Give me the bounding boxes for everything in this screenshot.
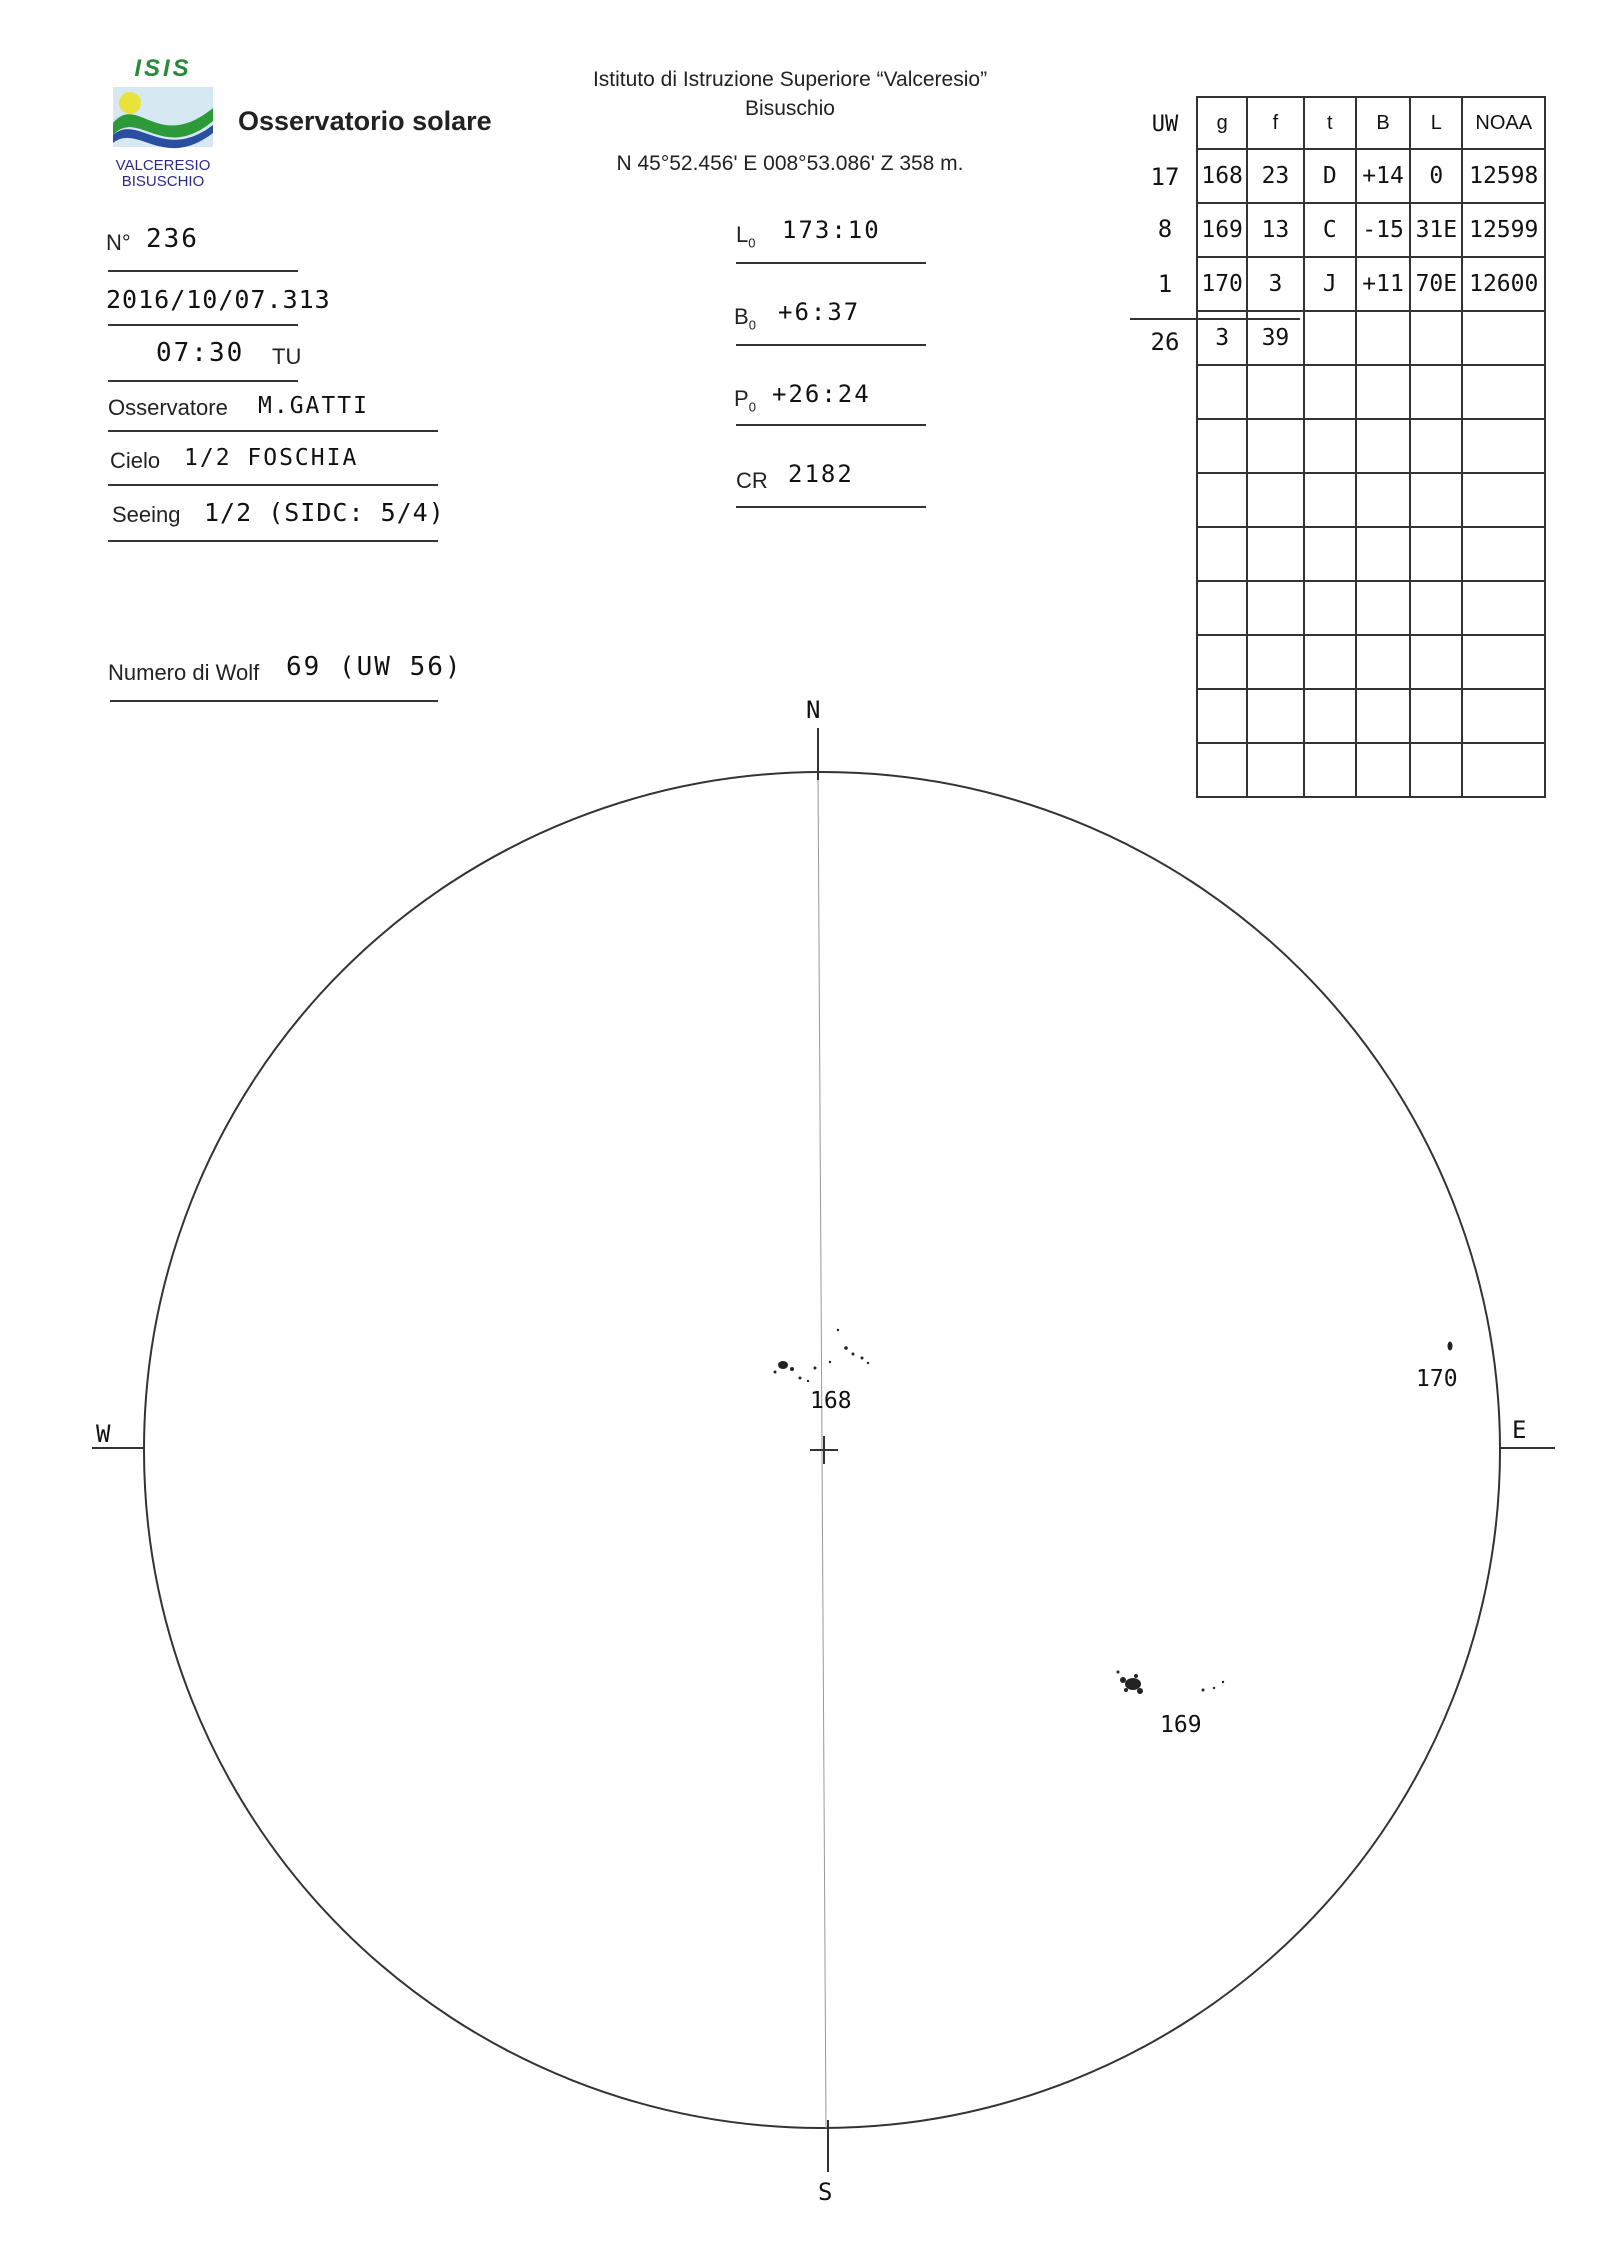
cell-total-g: 3 — [1197, 311, 1247, 365]
group-label-168: 168 — [810, 1388, 852, 1414]
wolf-value: 69 (UW 56) — [286, 652, 463, 682]
cell-L: 70E — [1410, 257, 1462, 311]
cell-f: 3 — [1247, 257, 1303, 311]
page-title: Osservatorio solare — [238, 106, 492, 136]
cell-L: 0 — [1410, 149, 1462, 203]
uw-value-3: 1 — [1157, 270, 1173, 298]
cell-B: +11 — [1356, 257, 1410, 311]
institute-name: Istituto di Istruzione Superiore “Valceresio” — [592, 68, 988, 91]
time-unit: TU — [272, 344, 302, 369]
seeing-value: 1/2 (SIDC: 5/4) — [204, 498, 445, 527]
number-label: N° — [106, 230, 131, 255]
L0-subscript: 0 — [748, 235, 756, 251]
B0-label: $B_0$ — [734, 304, 756, 333]
B0-subscript: 0 — [748, 317, 756, 333]
observer-value: M.GATTI — [258, 393, 369, 419]
seeing-label: Seeing — [112, 502, 181, 527]
CR-value: 2182 — [788, 460, 854, 488]
col-header-B: B — [1356, 97, 1410, 149]
col-header-g: g — [1197, 97, 1247, 149]
north-label: N — [806, 696, 823, 724]
cell-noaa: 12599 — [1462, 203, 1545, 257]
sky-value: 1/2 FOSCHIA — [184, 445, 359, 471]
time-value: 07:30 — [156, 338, 245, 368]
P0-subscript: 0 — [748, 399, 756, 415]
logo-subtitle-2: BISUSCHIO — [121, 173, 205, 190]
B0-value: +6:37 — [778, 298, 861, 326]
cell-g: 169 — [1197, 203, 1247, 257]
institute-town: Bisuschio — [745, 97, 835, 120]
cell-f: 23 — [1247, 149, 1303, 203]
cell-t: D — [1304, 149, 1356, 203]
cell-total-f: 39 — [1247, 311, 1303, 365]
col-header-noaa: NOAA — [1462, 97, 1545, 149]
east-label: E — [1512, 1416, 1529, 1444]
col-header-L: L — [1410, 97, 1462, 149]
L0-value: 173:10 — [782, 216, 881, 244]
cell-t: C — [1304, 203, 1356, 257]
logo-mark: ISIS — [134, 55, 192, 82]
group-label-169: 169 — [1160, 1712, 1202, 1738]
site-coordinates: N 45°52.456' E 008°53.086' Z 358 m. — [616, 152, 964, 175]
cell-B: -15 — [1356, 203, 1410, 257]
col-header-f: f — [1247, 97, 1303, 149]
uw-total: 26 — [1150, 328, 1180, 356]
cell-t: J — [1304, 257, 1356, 311]
cell-f: 13 — [1247, 203, 1303, 257]
cell-g: 168 — [1197, 149, 1247, 203]
west-label: W — [96, 1420, 113, 1448]
sky-label: Cielo — [110, 448, 161, 473]
uw-value-1: 17 — [1150, 163, 1180, 191]
cell-noaa: 12600 — [1462, 257, 1545, 311]
uw-header: UW — [1151, 112, 1179, 137]
cell-g: 170 — [1197, 257, 1247, 311]
P0-label: $P_0$ — [734, 386, 756, 415]
uw-value-2: 8 — [1157, 215, 1173, 243]
observer-label: Osservatore — [108, 395, 228, 420]
south-label: S — [818, 2178, 835, 2206]
L0-label: $L_0$ — [736, 222, 756, 251]
date-value: 2016/10/07.313 — [106, 285, 331, 314]
cell-noaa: 12598 — [1462, 149, 1545, 203]
wolf-label: Numero di Wolf — [108, 660, 260, 685]
col-header-t: t — [1304, 97, 1356, 149]
cell-B: +14 — [1356, 149, 1410, 203]
sunspot-group-170 — [1448, 1342, 1453, 1351]
cell-L: 31E — [1410, 203, 1462, 257]
P0-value: +26:24 — [772, 380, 871, 408]
logo-subtitle-1: VALCERESIO — [115, 157, 211, 174]
group-label-170: 170 — [1416, 1366, 1458, 1392]
CR-label: CR — [736, 468, 768, 493]
number-value: 236 — [146, 224, 199, 254]
sunspot-group-169 — [1117, 1671, 1225, 1695]
